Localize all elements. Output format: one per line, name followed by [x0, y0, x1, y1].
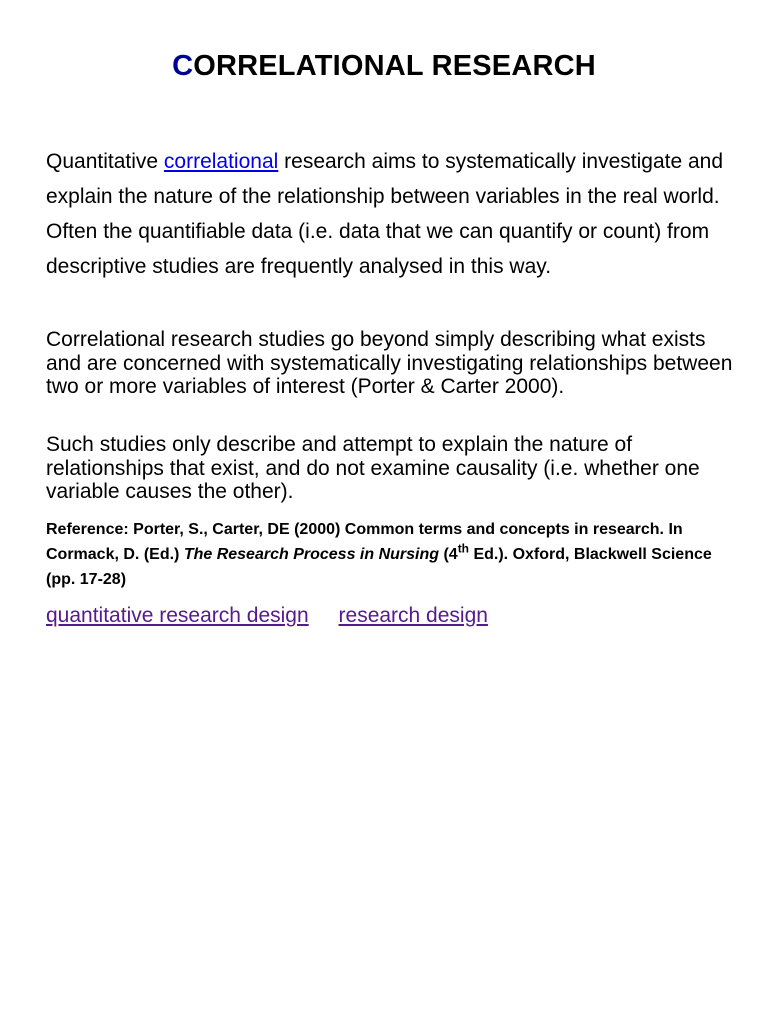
- quantitative-research-design-link[interactable]: quantitative research design: [46, 604, 309, 627]
- related-links: [46, 602, 512, 630]
- reference-part-1: Reference: Porter, S., Carter, DE (2000) Common terms and concepts in research. In Cormack, D. (Ed.): [46, 521, 683, 563]
- reference-edition-open: (4: [439, 546, 458, 563]
- title-rest: ORRELATIONAL RESEARCH: [193, 50, 596, 82]
- reference-book-title: The Research Process in Nursing: [183, 546, 440, 563]
- correlational-link[interactable]: correlational: [163, 150, 279, 173]
- intro-paragraph: [46, 144, 736, 284]
- body-paragraph-3: Such studies only describe and attempt to explain the nature of relationships that exist, and do not examine causality (i.e. whether one variable causes the other).: [46, 433, 700, 503]
- intro-after-link: research aims to systematically investigate and explain the nature of the relationship between variables in the real world. Often the quantifiable data (i.e. data that we can quantify or count) from descriptive studies are frequently analysed in this way.: [46, 150, 724, 278]
- reference-citation: [46, 517, 726, 592]
- reference-edition-sup: th: [457, 541, 470, 556]
- title-initial: C: [172, 50, 194, 82]
- research-design-link[interactable]: research design: [338, 604, 488, 627]
- page-title: [0, 46, 768, 86]
- reference-part-2: Ed.). Oxford, Blackwell Science (pp. 17-28): [46, 546, 712, 588]
- body-paragraph-2: Correlational research studies go beyond simply describing what exists and are concerned with systematically investigating relationships between two or more variables of interest (Porter & Carter 2000).: [46, 328, 733, 398]
- intro-before-link: Quantitative: [46, 150, 164, 173]
